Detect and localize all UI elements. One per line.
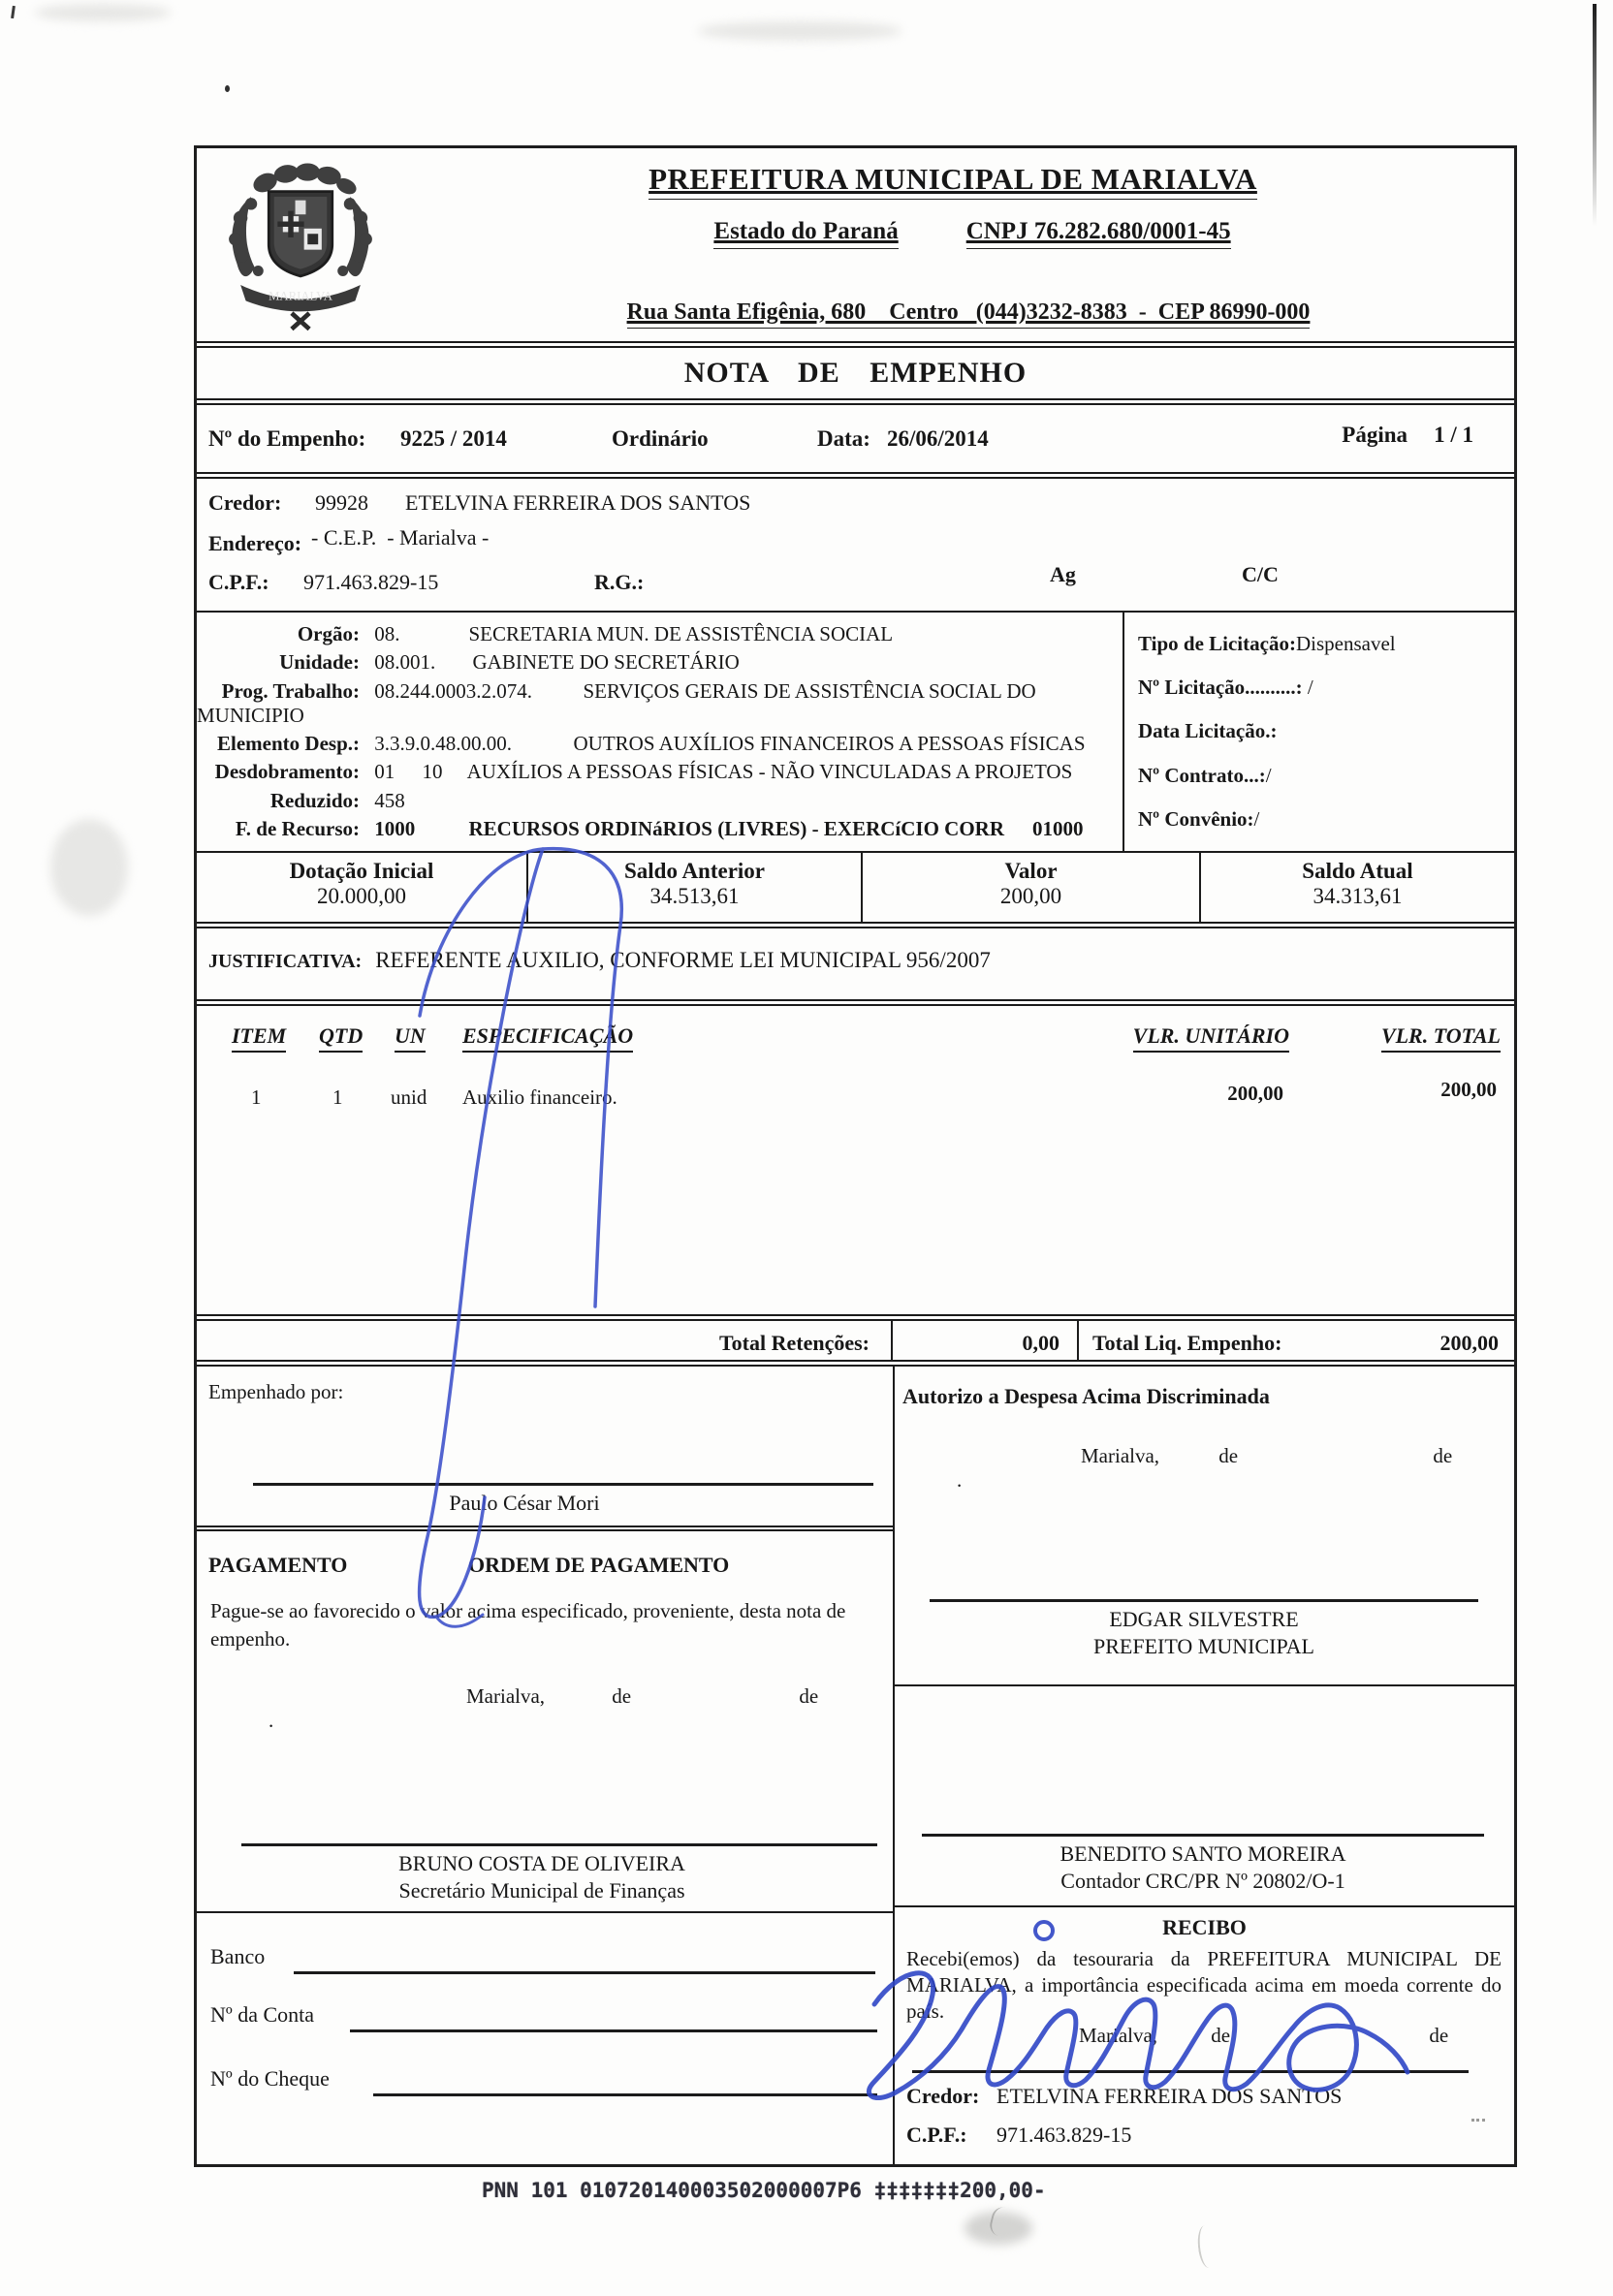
- item-especificacao: Auxilio financeiro.: [462, 1085, 617, 1109]
- licitacao-tipo: [1138, 632, 1506, 656]
- field-label: Data Licitação.:: [1138, 719, 1278, 743]
- licitacao-convenio: [1138, 807, 1506, 832]
- dotacao-inicial-cell: [197, 853, 528, 922]
- classification-row-orgao: [197, 622, 1123, 646]
- logo-banner-text: MARIALVA: [269, 289, 332, 303]
- col-header-especificacao: ESPECIFICAÇÃO: [462, 1023, 633, 1053]
- row-label: Desdobramento:: [214, 760, 360, 784]
- contador-cargo: Contador CRC/PR Nº 20802/O-1: [1060, 1869, 1345, 1893]
- signature-grid: [197, 1367, 1514, 2164]
- autorizo-box: [895, 1367, 1514, 1686]
- dotacao-value: 20.000,00: [317, 884, 406, 908]
- credor-name: ETELVINA FERREIRA DOS SANTOS: [405, 490, 751, 515]
- row-label: Unidade:: [279, 650, 360, 675]
- empenho-date-value: 26/06/2014: [887, 426, 989, 451]
- classification-row-recurso: [197, 817, 1123, 841]
- signature-line: [930, 1599, 1478, 1602]
- cc-label: C/C: [1242, 562, 1279, 586]
- row-desc: SECRETARIA MUN. DE ASSISTÊNCIA SOCIAL: [468, 622, 894, 646]
- row-code2: 10: [422, 760, 443, 784]
- address-label: Rua Santa Efigênia, 680 Centro (044)3232-8383 - CEP 86990-000: [627, 299, 1311, 329]
- row-code: 08.: [374, 622, 400, 646]
- recibo-dateline: [895, 2024, 1515, 2048]
- empenho-number-label: Nº do Empenho:: [208, 426, 366, 451]
- justificativa-text: REFERENTE AUXILIO, CONFORME LEI MUNICIPAL 956/2007: [375, 948, 991, 972]
- page-value: 1 / 1: [1434, 423, 1473, 447]
- scan-artifact: [1196, 2224, 1218, 2269]
- endereco-value: - C.E.P. - Marialva -: [311, 525, 490, 550]
- classification-row-reduzido: [197, 789, 1123, 813]
- field-value: /: [1265, 763, 1272, 787]
- conta-line: [350, 2029, 877, 2032]
- field-label: Nº Convênio:: [1138, 806, 1254, 831]
- ordem-pagamento-titulo: ORDEM DE PAGAMENTO: [468, 1553, 730, 1577]
- field-label: Tipo de Licitação:: [1138, 632, 1296, 656]
- header-subline: [536, 218, 1408, 249]
- page-label: Página: [1342, 423, 1407, 447]
- recibo-texto: Recebi(emos) da tesouraria da PREFEITURA MUNICIPAL DE MARIALVA, a importância especificada acima em moeda corrente do país.: [906, 1947, 1502, 2023]
- cheque-label: Nº do Cheque: [210, 2066, 330, 2091]
- document-header: [197, 148, 1514, 341]
- justificativa-label: JUSTIFICATIVA:: [208, 951, 363, 972]
- row-label: Prog. Trabalho:: [221, 678, 360, 703]
- row-label: Elemento Desp.:: [217, 731, 360, 755]
- prefeito-nome: EDGAR SILVESTRE: [1109, 1607, 1299, 1631]
- classification-section: [197, 613, 1514, 853]
- dateline-city: Marialva,: [1079, 2024, 1158, 2047]
- autorizo-dateline: [895, 1444, 1515, 1493]
- pagamento-texto: Pague-se ao favorecido o valor acima especificado, proveniente, desta nota de empenho.: [210, 1599, 846, 1651]
- field-label: Nº Licitação..........:: [1138, 676, 1303, 700]
- dateline-dot: .: [957, 1468, 963, 1492]
- licitacao-data: [1138, 719, 1506, 743]
- dateline-de: de: [1211, 2024, 1231, 2047]
- empenho-number-value: 9225 / 2014: [400, 426, 507, 451]
- pagamento-box: [197, 1531, 893, 1913]
- coat-of-arms-icon: [210, 158, 391, 334]
- empenhado-box: [197, 1367, 893, 1531]
- row-desc: AUXÍLIOS A PESSOAS FÍSICAS - NÃO VINCULADAS A PROJETOS: [466, 760, 1073, 784]
- banco-box: [197, 1913, 893, 2164]
- col-header-qtd: QTD: [319, 1023, 363, 1053]
- saldo-anterior-cell: [528, 853, 863, 922]
- signature-line: [253, 1483, 873, 1486]
- scan-artifact: [35, 4, 171, 21]
- recibo-credor-label: Credor:: [906, 2084, 980, 2108]
- signature-line: [241, 1843, 877, 1846]
- row-desc: SERVIÇOS GERAIS DE ASSISTÊNCIA SOCIAL DO MUNICIPIO: [197, 678, 1036, 727]
- totals-row: [197, 1321, 1514, 1367]
- dotacao-header: Saldo Atual: [1302, 859, 1413, 883]
- doc-title-band: [197, 341, 1514, 405]
- row-label: Reduzido:: [269, 788, 360, 812]
- pagamento-dateline: [197, 1684, 893, 1733]
- item-vlr-total: 200,00: [1440, 1078, 1497, 1101]
- document-frame: [194, 145, 1517, 2167]
- row-code: 08.001.: [374, 650, 436, 675]
- cnpj-label: CNPJ 76.282.680/0001-45: [966, 218, 1231, 249]
- total-liq-value: 200,00: [1439, 1331, 1499, 1355]
- row-code: 08.244.0003.2.074.: [374, 678, 532, 703]
- dotacao-value: 34.513,61: [649, 884, 740, 908]
- banco-line: [294, 1971, 875, 1974]
- credor-label: Credor:: [208, 490, 282, 515]
- classification-row-desdobramento: [197, 760, 1123, 784]
- recibo-cpf-value: 971.463.829-15: [996, 2123, 1132, 2147]
- field-label: Nº Contrato...:: [1138, 763, 1266, 787]
- empenho-row: [197, 405, 1514, 479]
- recibo-box: [895, 1907, 1514, 2164]
- secretario-nome: BRUNO COSTA DE OLIVEIRA: [398, 1851, 685, 1875]
- dateline-de: de: [1218, 1444, 1239, 1467]
- row-code: 1000: [374, 816, 416, 840]
- classification-row-unidade: [197, 650, 1123, 675]
- dotacao-header: Valor: [1004, 859, 1058, 883]
- dateline-city: Marialva,: [1081, 1444, 1160, 1467]
- dateline-dot: .: [269, 1709, 274, 1732]
- recibo-cpf-label: C.P.F.:: [906, 2123, 967, 2147]
- empenho-type: Ordinário: [612, 426, 709, 451]
- contador-box: [895, 1686, 1514, 1907]
- classification-row-elemento: [197, 732, 1123, 756]
- dateline-de: de: [799, 1684, 819, 1708]
- rg-label: R.G.:: [594, 570, 645, 594]
- right-signature-column: [895, 1367, 1514, 2164]
- banco-label: Banco: [210, 1944, 266, 1968]
- dateline-de: de: [612, 1684, 632, 1708]
- col-header-item: ITEM: [232, 1023, 286, 1053]
- row-label: F. de Recurso:: [235, 816, 360, 840]
- row-desc: OUTROS AUXÍLIOS FINANCEIROS A PESSOAS FÍSICAS: [573, 731, 1086, 755]
- licitacao-contrato: [1138, 764, 1506, 788]
- endereco-label: Endereço:: [208, 531, 302, 555]
- total-retencoes-value: 0,00: [893, 1321, 1079, 1360]
- total-retencoes-label: Total Retenções:: [197, 1321, 893, 1360]
- item-qtd: 1: [332, 1085, 343, 1109]
- row-code: 458: [374, 788, 405, 812]
- scan-artifact: [225, 85, 230, 92]
- cheque-line: [373, 2093, 877, 2096]
- dotacao-header: Dotação Inicial: [289, 859, 434, 883]
- total-liq-label: Total Liq. Empenho:: [1092, 1331, 1282, 1355]
- pagamento-titulo: PAGAMENTO: [208, 1553, 348, 1577]
- header-address: [400, 282, 1505, 343]
- row-extra-code: 01000: [1032, 816, 1084, 840]
- item-un: unid: [391, 1085, 427, 1109]
- ag-label: Ag: [1050, 562, 1076, 586]
- col-header-vlr-total: VLR. TOTAL: [1381, 1023, 1501, 1053]
- col-header-un: UN: [395, 1023, 426, 1053]
- secretario-cargo: Secretário Municipal de Finanças: [398, 1878, 685, 1903]
- printer-control-line: PNN 101 010720140003502000007P6 ‡‡‡‡‡‡‡200,00-: [482, 2179, 1046, 2202]
- contador-nome: BENEDITO SANTO MOREIRA: [1060, 1841, 1346, 1866]
- dotacao-value: 200,00: [999, 884, 1062, 908]
- licitacao-panel: [1123, 613, 1514, 851]
- dateline-de: de: [1433, 1444, 1453, 1467]
- row-desc: RECURSOS ORDINáRIOS (LIVRES) - EXERCíCIO CORR: [468, 816, 1004, 840]
- conta-label: Nº da Conta: [210, 2002, 315, 2027]
- dotacao-value: 34.313,61: [1313, 884, 1403, 908]
- empenho-date-label: Data:: [817, 426, 870, 451]
- prefeito-cargo: PREFEITO MUNICIPAL: [1093, 1634, 1314, 1658]
- signature-line: [922, 1834, 1484, 1837]
- dotacao-header: Saldo Anterior: [623, 859, 766, 883]
- autorizo-titulo: Autorizo a Despesa Acima Discriminada: [902, 1384, 1270, 1408]
- entity-title: PREFEITURA MUNICIPAL DE MARIALVA: [648, 162, 1257, 200]
- credor-section: [197, 479, 1514, 613]
- scan-artifact: [698, 21, 901, 41]
- licitacao-numero: [1138, 676, 1506, 700]
- row-label: Orgão:: [297, 622, 360, 646]
- recibo-credor-nome: ETELVINA FERREIRA DOS SANTOS: [996, 2084, 1343, 2108]
- header-text: [400, 162, 1505, 197]
- saldo-atual-cell: [1201, 853, 1514, 922]
- item-vlr-unitario: 200,00: [1227, 1082, 1283, 1105]
- dateline-city: Marialva,: [466, 1684, 546, 1708]
- row-desc: GABINETE DO SECRETÁRIO: [472, 650, 740, 675]
- cpf-label: C.P.F.:: [208, 570, 269, 594]
- marialva-coat-of-arms-logo: [210, 158, 391, 334]
- row-code: 3.3.9.0.48.00.00.: [374, 731, 512, 755]
- itens-section: [197, 1006, 1514, 1321]
- empenhado-label: Empenhado por:: [208, 1380, 344, 1403]
- item-number: 1: [251, 1085, 262, 1109]
- empenhado-nome: Paulo César Mori: [449, 1491, 600, 1515]
- valor-cell: [863, 853, 1201, 922]
- cpf-value: 971.463.829-15: [303, 570, 439, 594]
- scan-artifact: [50, 819, 128, 916]
- dateline-de: de: [1429, 2024, 1449, 2047]
- classification-row-prog-trabalho: [197, 679, 1123, 728]
- recibo-titulo: RECIBO: [1162, 1915, 1247, 1939]
- field-value: Dispensavel: [1295, 632, 1396, 656]
- credor-code: 99928: [315, 490, 368, 515]
- dotacao-row: [197, 853, 1514, 928]
- state-label: Estado do Paraná: [713, 218, 898, 249]
- scan-artifact: [11, 6, 16, 18]
- col-header-vlr-unitario: VLR. UNITÁRIO: [1133, 1023, 1289, 1053]
- row-code: 01: [374, 760, 395, 784]
- field-value: /: [1302, 676, 1313, 700]
- scan-artifact: [1593, 4, 1597, 227]
- doc-title: NOTA DE EMPENHO: [683, 357, 1028, 389]
- classification-rows: [197, 613, 1123, 851]
- signature-line: [912, 2070, 1469, 2073]
- justificativa-section: [197, 928, 1514, 1006]
- field-value: /: [1253, 806, 1260, 831]
- left-signature-column: [197, 1367, 895, 2164]
